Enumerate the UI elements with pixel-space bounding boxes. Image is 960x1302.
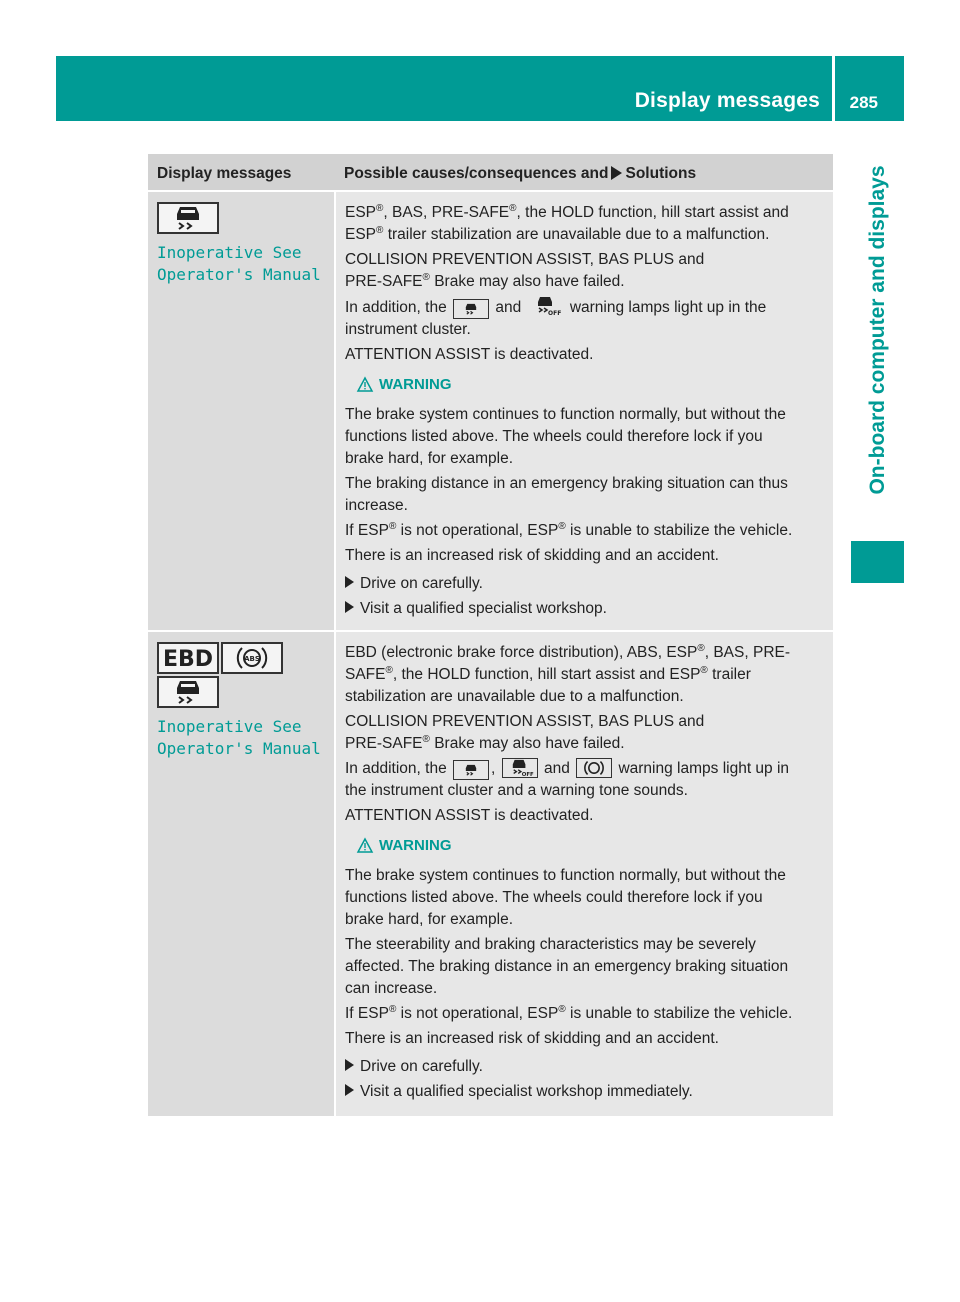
cause-paragraph: COLLISION PREVENTION ASSIST, BAS PLUS and PRE-SAFE® Brake may also have failed. (345, 713, 705, 752)
cause-paragraph: ATTENTION ASSIST is deactivated. (345, 346, 594, 363)
section-side-label: On-board computer and displays (866, 165, 889, 495)
solution-step: Drive on carefully. (345, 1056, 825, 1078)
page-header-bar (56, 56, 904, 121)
solution-step: Visit a qualified specialist workshop. (345, 598, 825, 620)
causes-solutions-cell (336, 632, 833, 1116)
esp-skid-icon (453, 299, 489, 319)
warning-heading: WARNING (357, 835, 825, 857)
display-message-line-2: Operator's Manual (157, 265, 321, 284)
table-row (148, 630, 833, 1116)
esp-skid-icon (453, 760, 489, 780)
col-header-causes-solutions (336, 154, 833, 190)
cause-paragraph: ATTENTION ASSIST is deactivated. (345, 807, 594, 824)
warning-paragraph: The brake system continues to function normally, but without the functions listed above. The wheels could therefore lock if you brake hard, for example. (345, 867, 786, 928)
abs-icon (221, 642, 283, 674)
arrow-right-icon (611, 166, 622, 180)
warning-paragraph: There is an increased risk of skidding and an accident. (345, 1030, 719, 1047)
ebd-icon (157, 642, 219, 674)
cause-paragraph: EBD (electronic brake force distribution), ABS, ESP®, BAS, PRE- SAFE®, the HOLD function, hill start assist and ESP® trailer stabilization are unavailable due to a malfunction. (345, 642, 791, 705)
display-message-line-1: Inoperative See (157, 717, 302, 736)
table-row (148, 190, 833, 630)
table-header-row (148, 154, 833, 190)
display-message-cell (148, 632, 334, 1116)
svg-text:OFF: OFF (547, 310, 561, 317)
display-message-cell (148, 192, 334, 630)
svg-text:ABS: ABS (244, 655, 260, 663)
cause-paragraph: ESP®, BAS, PRE-SAFE®, the HOLD function, hill start assist and ESP® trailer stabilization are unavailable due to a malfunction. (345, 202, 789, 243)
causes-solutions-cell (336, 192, 833, 630)
cause-paragraph: In addition, the , OFF and warning lamps light up in the instrument cluster and a warning tone sounds. (345, 760, 790, 799)
cause-paragraph: In addition, the and OFF warning lamps light up in the instrument cluster. (345, 296, 825, 341)
header-separator (832, 56, 835, 121)
display-message-line-2: Operator's Manual (157, 739, 321, 758)
cause-paragraph: COLLISION PREVENTION ASSIST, BAS PLUS and PRE-SAFE® Brake may also have failed. (345, 251, 705, 290)
display-message-text (157, 716, 334, 760)
col-header-causes: Possible causes/consequences and (344, 165, 609, 182)
solution-step: Drive on carefully. (345, 573, 825, 595)
solution-step: Visit a qualified specialist workshop immediately. (345, 1081, 825, 1103)
warning-triangle-icon (357, 838, 373, 853)
col-header-solutions: Solutions (625, 165, 697, 182)
abs-icon (576, 758, 612, 778)
display-message-text (157, 242, 334, 286)
display-messages-table (148, 154, 833, 1116)
section-tab-marker (851, 541, 904, 583)
svg-text:EBD: EBD (162, 647, 214, 672)
display-message-line-1: Inoperative See (157, 243, 302, 262)
warning-paragraph: The steerability and braking characteristics may be severely affected. The braking distance in an emergency braking situation can increase. (345, 936, 789, 997)
page-title: Display messages (634, 89, 820, 112)
arrow-right-icon (345, 601, 354, 613)
col-header-display-messages: Display messages (157, 165, 292, 182)
esp-off-icon (502, 758, 538, 778)
esp-skid-icon (157, 202, 219, 234)
arrow-right-icon (345, 1084, 354, 1096)
warning-paragraph: The brake system continues to function normally, but without the functions listed above. The wheels could therefore lock if you brake hard, for example. (345, 406, 786, 467)
svg-text:OFF: OFF (521, 772, 534, 779)
esp-off-icon (528, 296, 564, 316)
arrow-right-icon (345, 576, 354, 588)
page-number: 285 (849, 93, 878, 112)
warning-paragraph: There is an increased risk of skidding and an accident. (345, 547, 719, 564)
warning-heading: WARNING (357, 374, 825, 396)
warning-triangle-icon (357, 377, 373, 392)
warning-paragraph: If ESP® is not operational, ESP® is unable to stabilize the vehicle. (345, 1003, 793, 1022)
arrow-right-icon (345, 1059, 354, 1071)
esp-skid-icon (157, 676, 219, 708)
warning-paragraph: If ESP® is not operational, ESP® is unable to stabilize the vehicle. (345, 520, 793, 539)
warning-paragraph: The braking distance in an emergency braking situation can thus increase. (345, 475, 788, 514)
